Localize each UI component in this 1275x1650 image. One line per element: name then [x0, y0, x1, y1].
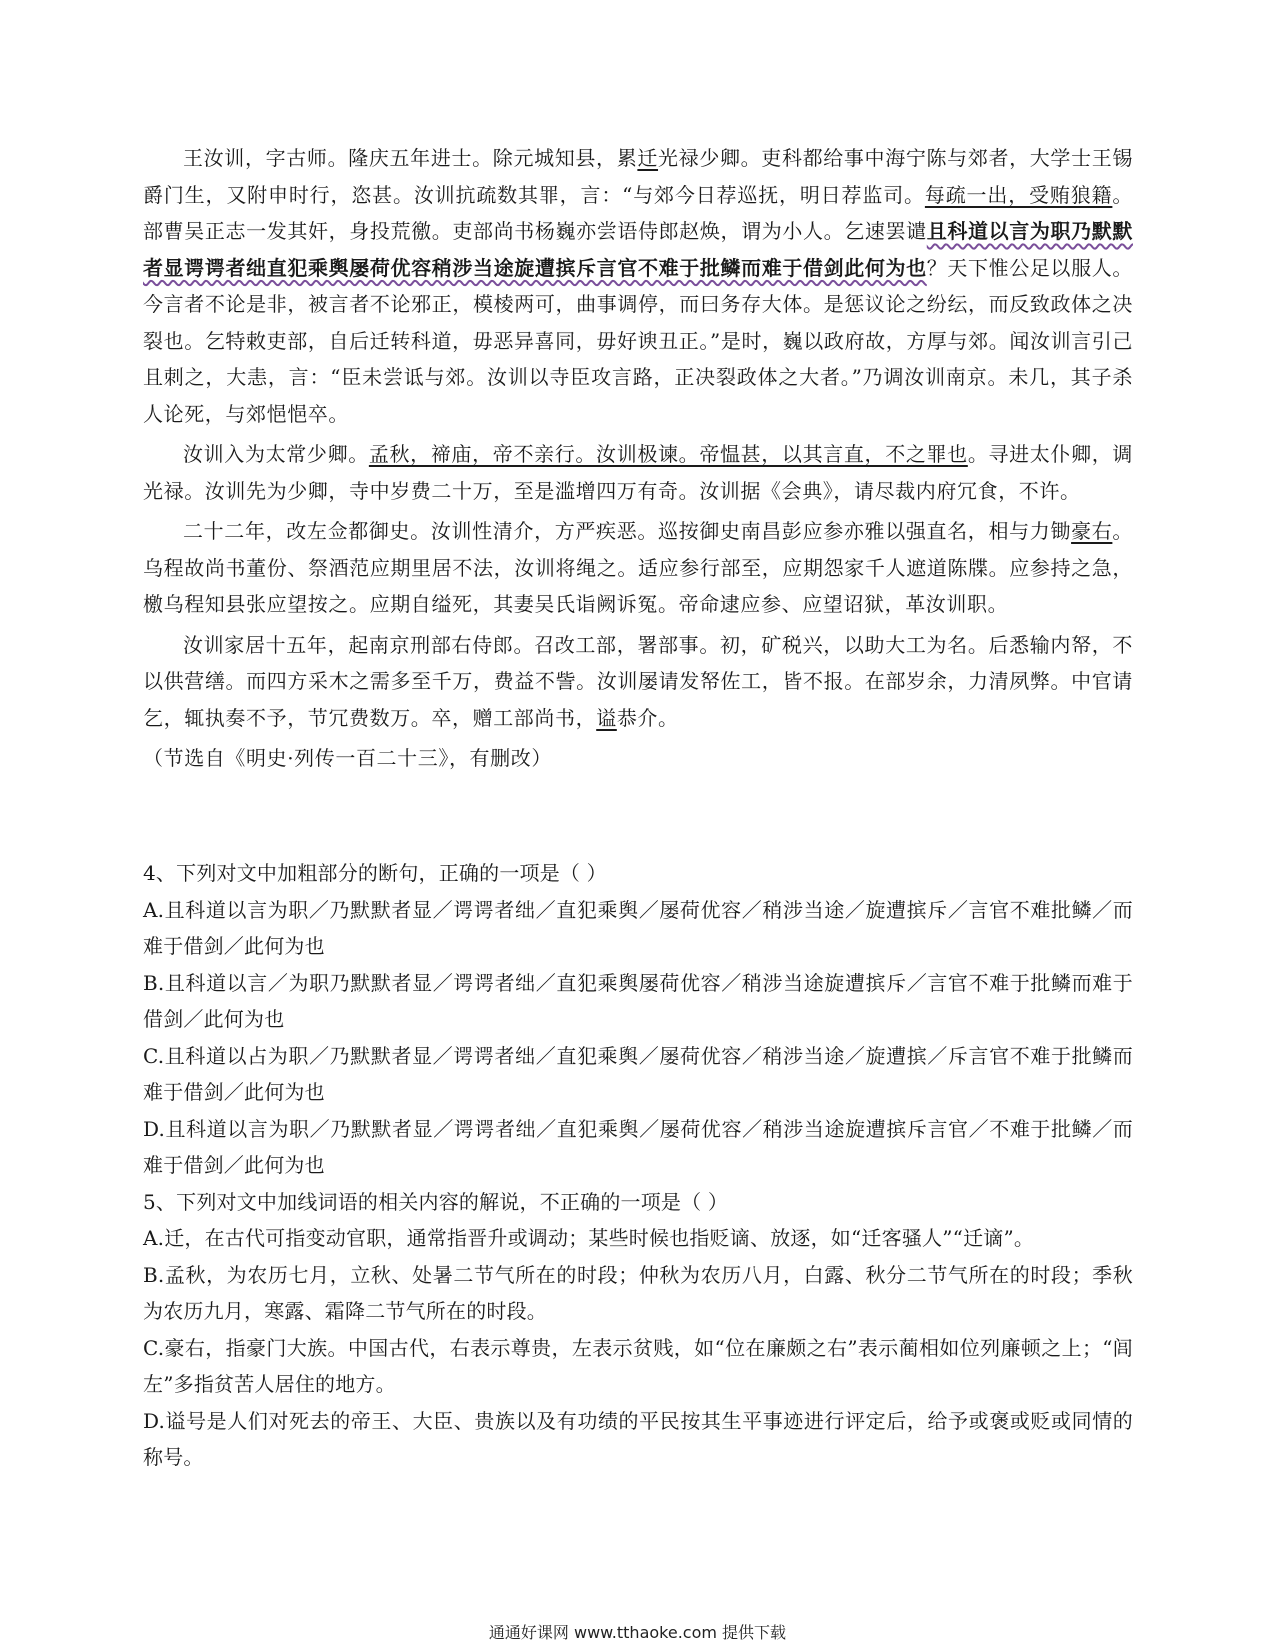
question-5-option-c: C.豪右，指豪门大族。中国古代，右表示尊贵，左表示贫贱，如“位在廉颇之右”表示蔺相如位列廉顿之上；“闾左”多指贫苦人居住的地方。: [143, 1335, 1133, 1396]
question-5-option-a: A.迁，在古代可指变动官职，通常指晋升或调动；某些时候也指贬谪、放逐，如“迁客骚人”“迁谪”。: [143, 1226, 1035, 1250]
footer-watermark: 通通好课网 www.tthaoke.com 提供下载: [488, 1623, 787, 1642]
question-4-option-c: C.且科道以占为职／乃默默者显／谔谔者绌／直犯乘舆／屡荷优容／稍涉当途／旋遭摈／斥言官不难于批鳞而难于借剑／此何为也: [143, 1043, 1133, 1104]
question-5-option-d: D.谥号是人们对死去的帝王、大臣、贵族以及有功绩的平民按其生平事迹进行评定后，给予或褒或贬或同情的称号。: [143, 1408, 1133, 1469]
question-4-option-a: A.且科道以言为职／乃默默者显／谔谔者绌／直犯乘舆／屡荷优容／稍涉当途／旋遭摈斥／言官不难批鳞／而难于借剑／此何为也: [143, 897, 1133, 958]
question-4-option-d: D.且科道以言为职／乃默默者显／谔谔者绌／直犯乘舆／屡荷优容／稍涉当途旋遭摈斥言官／不难于批鳞／而难于借剑／此何为也: [143, 1116, 1133, 1177]
passage-paragraph-4: 汝训家居十五年，起南京刑部右侍郎。召改工部，署部事。初，矿税兴，以助大工为名。后悉输内帑，不以供营缮。而四方采木之需多至千万，费益不訾。汝训屡请发帑佐工，皆不报。在部岁余，力清夙弊。中官请乞，辄执奏不予，节冗费数万。卒，赠工部尚书，谥恭介。: [143, 632, 1133, 730]
question-4-option-b: B.且科道以言／为职乃默默者显／谔谔者绌／直犯乘舆屡荷优容／稍涉当途旋遭摈斥／言官不难于批鳞而难于借剑／此何为也: [143, 970, 1133, 1031]
question-4-stem: 4、下列对文中加粗部分的断句，正确的一项是（ ）: [143, 861, 607, 885]
questions-section: [143, 855, 1133, 1476]
classical-passage: [143, 140, 1133, 777]
source-citation: （节选自《明史·列传一百二十三》，有删改）: [143, 746, 552, 770]
underlined-word-haoyou: 豪右: [1071, 519, 1113, 543]
underlined-word-shi: 谥: [596, 705, 617, 730]
question-5-stem: 5、下列对文中加线词语的相关内容的解说，不正确的一项是（ ）: [143, 1189, 729, 1214]
question-5-option-b: B.孟秋，为农历七月，立秋、处暑二节气所在的时段；仲秋为农历八月，白露、秋分二节气所在的时段；季秋为农历九月，寒露、霜降二节气所在的时段。: [143, 1262, 1133, 1323]
passage-paragraph-2: 汝训入为太常少卿。孟秋，禘庙，帝不亲行。汝训极谏。帝愠甚，以其言直，不之罪也。寻进太仆卿，调光禄。汝训先为少卿，寺中岁费二十万，至是滥增四万有奇。汝训据《会典》，请尽裁内府冗食，不许。: [143, 442, 1133, 503]
passage-paragraph-3: 二十二年，改左佥都御史。汝训性清介，方严疾恶。巡按御史南昌彭应参亦雅以强直名，相与力锄豪右。乌程故尚书董份、祭酒范应期里居不法，汝训将绳之。适应参行部至，应期怨家千人遮道陈牒。应参持之急，檄乌程知县张应望按之。应期自缢死，其妻吴氏诣阙诉冤。帝命逮应参、应望诏狱，革汝训职。: [143, 519, 1133, 616]
bold-sentence-for-punctuation: 且科道以言为职乃默默者显谔谔者绌直犯乘舆屡荷优容稍涉当途旋遭摈斥言官不难于批鳞而难于借剑此何为也: [143, 219, 1133, 280]
underlined-phrase-bribery: 每疏一出，受贿狼籍: [924, 182, 1113, 207]
passage-paragraph-1: 王汝训，字古师。隆庆五年进士。除元城知县，累迁光禄少卿。吏科都给事中海宁陈与郊者，大学士王锡爵门生，又附申时行，恣甚。汝训抗疏数其罪，言：“与郊今日荐巡抚，明日荐监司。每疏一出，受贿狼籍。部曹吴正志一发其奸，身投荒徼。吏部尚书杨巍亦尝语侍郎赵焕，谓为小人。乞速罢谴且科道以言为职乃默默者显谔谔者绌直犯乘舆屡荷优容稍涉当途旋遭摈斥言官不难于批鳞而难于借剑此何为也？天下惟公足以服人。今言者不论是非，被言者不论邪正，模棱两可，曲事调停，而曰务存大体。是惩议论之纷纭，而反致政体之决裂也。乞特敕吏部，自后迁转科道，毋恶异喜同，毋好谀丑正。”是时，巍以政府故，方厚与郊。闻汝训言引己且刺之，大恚，言：“臣未尝诋与郊。汝训以寺臣攻言路，正决裂政体之大者。”乃调汝训南京。未几，其子杀人论死，与郊悒悒卒。: [143, 146, 1133, 426]
underlined-phrase-mengqiu: 孟秋，禘庙，帝不亲行。汝训极谏。帝愠甚，以其言直，不之罪也: [368, 442, 968, 466]
underlined-word-qian: 迁: [637, 146, 659, 170]
